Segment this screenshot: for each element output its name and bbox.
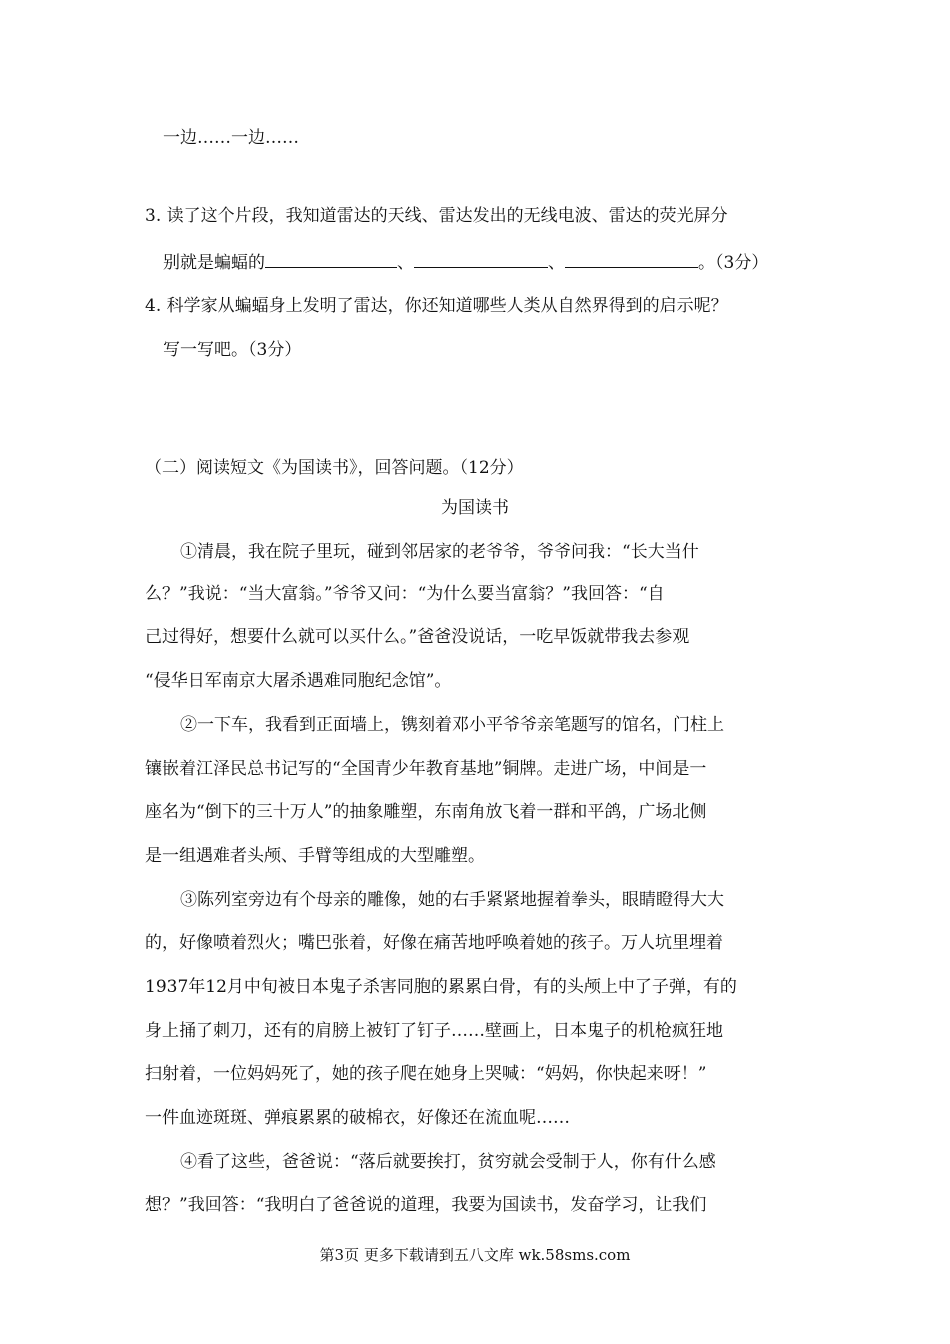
article-line: 己过得好，想要什么就可以买什么。”爸爸没说话，一吃早饭就带我去参观 <box>145 627 690 647</box>
page-footer: 第3页 更多下载请到五八文库 wk.58sms.com <box>319 1246 631 1264</box>
article-line: 座名为“倒下的三十万人”的抽象雕塑，东南角放飞着一群和平鸽，广场北侧 <box>145 802 707 822</box>
article-line: 扫射着，一位妈妈死了，她的孩子爬在她身上哭喊：“妈妈，你快起来呀！” <box>145 1064 707 1084</box>
article-line: “侵华日军南京大屠杀遇难同胞纪念馆”。 <box>145 671 452 691</box>
answer-blank-3[interactable] <box>565 250 698 268</box>
article-line: ④看了这些，爸爸说：“落后就要挨打，贫穷就会受制于人，你有什么感 <box>180 1152 716 1172</box>
blank-separator-1: 、 <box>397 253 414 273</box>
question-3-prefix: 别就是蝙蝠的 <box>163 253 265 273</box>
question-3-line-1: 3. 读了这个片段，我知道雷达的天线、雷达发出的无线电波、雷达的荧光屏分 <box>145 206 728 226</box>
article-line: 镶嵌着江泽民总书记写的“全国青少年教育基地”铜牌。走进广场，中间是一 <box>145 759 707 779</box>
answer-blank-1[interactable] <box>265 250 397 268</box>
question-3-suffix: 。（3分） <box>698 253 769 273</box>
pattern-example: 一边……一边…… <box>163 128 299 148</box>
article-line: 是一组遇难者头颅、手臂等组成的大型雕塑。 <box>145 846 485 866</box>
article-line: ③陈列室旁边有个母亲的雕像，她的右手紧紧地握着拳头，眼睛瞪得大大 <box>180 890 724 910</box>
article-line: 1937年12月中旬被日本鬼子杀害同胞的累累白骨，有的头颅上中了子弹，有的 <box>145 977 737 997</box>
question-4-line-1: 4. 科学家从蝙蝠身上发明了雷达，你还知道哪些人类从自然界得到的启示呢？ <box>145 296 728 316</box>
answer-blank-2[interactable] <box>414 250 548 268</box>
article-line: 的，好像喷着烈火；嘴巴张着，好像在痛苦地呼唤着她的孩子。万人坑里埋着 <box>145 933 723 953</box>
article-line: ①清晨，我在院子里玩，碰到邻居家的老爷爷，爷爷问我：“长大当什 <box>180 542 699 562</box>
article-line: 身上捅了刺刀，还有的肩膀上被钉了钉子……壁画上，日本鬼子的机枪疯狂地 <box>145 1021 723 1041</box>
article-line: 想？”我回答：“我明白了爸爸说的道理，我要为国读书，发奋学习，让我们 <box>145 1195 707 1215</box>
question-4-line-2: 写一写吧。（3分） <box>163 340 302 360</box>
blank-separator-2: 、 <box>548 253 565 273</box>
question-3-line-2 <box>163 250 768 275</box>
article-line: 一件血迹斑斑、弹痕累累的破棉衣，好像还在流血呢…… <box>145 1108 570 1128</box>
article-line: ②一下车，我看到正面墙上，镌刻着邓小平爷爷亲笔题写的馆名，门柱上 <box>180 715 724 735</box>
article-title: 为国读书 <box>441 498 509 518</box>
article-line: 么？”我说：“当大富翁。”爷爷又问：“为什么要当富翁？”我回答：“自 <box>145 584 665 604</box>
section-2-heading: （二）阅读短文《为国读书》，回答问题。（12分） <box>145 458 524 478</box>
